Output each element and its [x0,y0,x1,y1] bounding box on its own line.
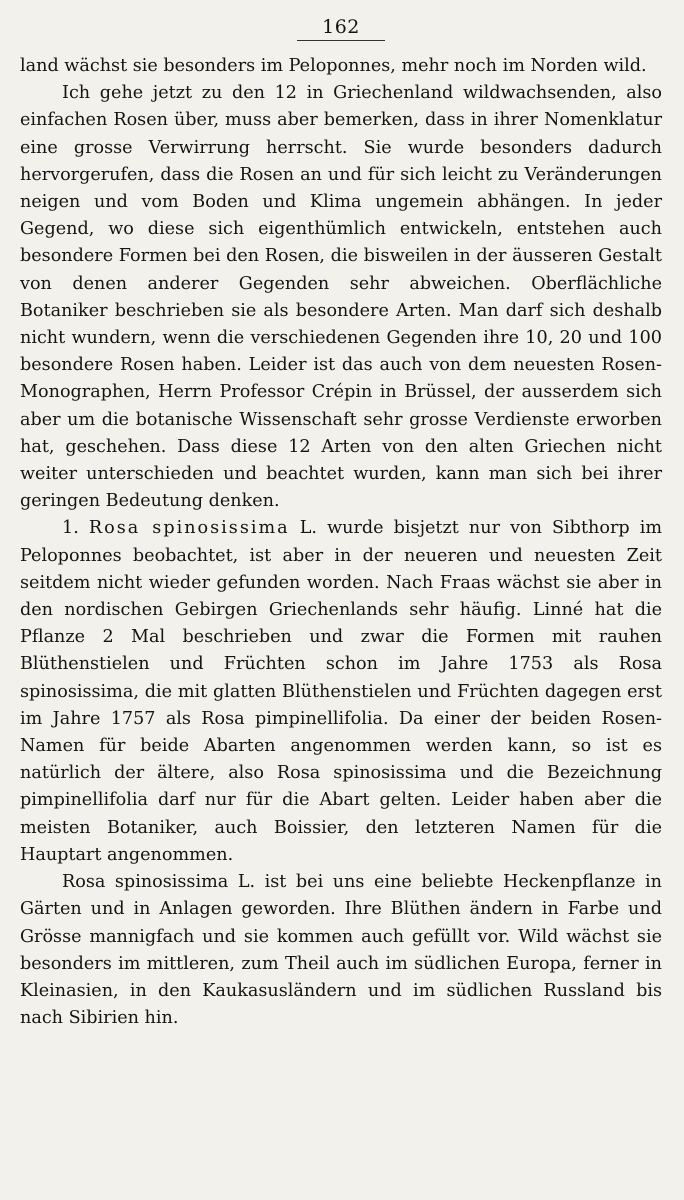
page-number-rule [297,40,385,41]
page-number: 162 [322,16,360,38]
paragraph-continuation [20,53,662,80]
entry-number: 1. [62,518,89,539]
paragraph-text: Ich gehe jetzt zu den 12 in Griechenland wildwachsenden, also einfachen Rosen über, muss aber bemerken, dass in ihrer Nomenklatur eine grosse Verwirrung herrscht. Sie wurde besonders dadurch hervorgerufen, dass die Rosen an und für sich leicht zu Veränderungen neigen und vom Boden und Klima ungemein abhängen. In jeder Gegend, wo diese sich eigenthümlich entwickeln, entstehen auch besondere Formen bei den Rosen, die bisweilen in der äusseren Gestalt von denen anderer Gegenden sehr abweichen. Oberflächliche Botaniker beschrieben sie als besondere Arten. Man darf sich deshalb nicht wundern, wenn die verschiedenen Gegenden ihre 10, 20 und 100 besondere Rosen haben. Leider ist das auch von dem neuesten Rosen-Monographen, Herrn Professor Crépin in Brüssel, der ausserdem sich aber um die botanische Wissenschaft sehr grosse Verdienste erworben hat, geschehen. Dass diese 12 Arten von den alten Griechen nicht weiter unterschieden und beachtet wurden, kann man sich bei ihrer geringen Bedeutung denken. [20,83,662,512]
paragraph-distribution [20,869,662,1032]
paragraph-rosa-spinosissima [20,515,662,869]
paragraph-text: Rosa spinosissima L. ist bei uns eine beliebte Heckenpflanze in Gärten und in Anlagen geworden. Ihre Blüthen ändern in Farbe und Grösse mannigfach und sie kommen auch gefüllt vor. Wild wächst sie besonders im mittleren, zum Theil auch im südlichen Europa, ferner in Kleinasien, in den Kaukasusländern und im südlichen Russland bis nach Sibirien hin. [20,872,662,1029]
body-text [20,53,662,1032]
paragraph-text: L. wurde bisjetzt nur von Sibthorp im Peloponnes beobachtet, ist aber in der neueren und neuesten Zeit seitdem nicht wieder gefunden worden. Nach Fraas wächst sie aber in den nordischen Gebirgen Griechenlands sehr häufig. Linné hat die Pflanze 2 Mal beschrieben und zwar die Formen mit rauhen Blüthenstielen und Früchten schon im Jahre 1753 als Rosa spinosissima, die mit glatten Blüthenstielen und Früchten dagegen erst im Jahre 1757 als Rosa pimpinellifolia. Da einer der beiden Rosen-Namen für beide Abarten angenommen werden kann, so ist es natürlich der ältere, also Rosa spinosissima und die Bezeichnung pimpinellifolia darf nur für die Abart gelten. Leider haben aber die meisten Botaniker, auch Boissier, den letzteren Namen für die Hauptart angenommen. [20,518,662,865]
species-name: Rosa spinosissima [88,518,290,539]
paragraph-nomenclature [20,80,662,515]
paragraph-text: land wächst sie besonders im Peloponnes, mehr noch im Norden wild. [20,56,647,76]
